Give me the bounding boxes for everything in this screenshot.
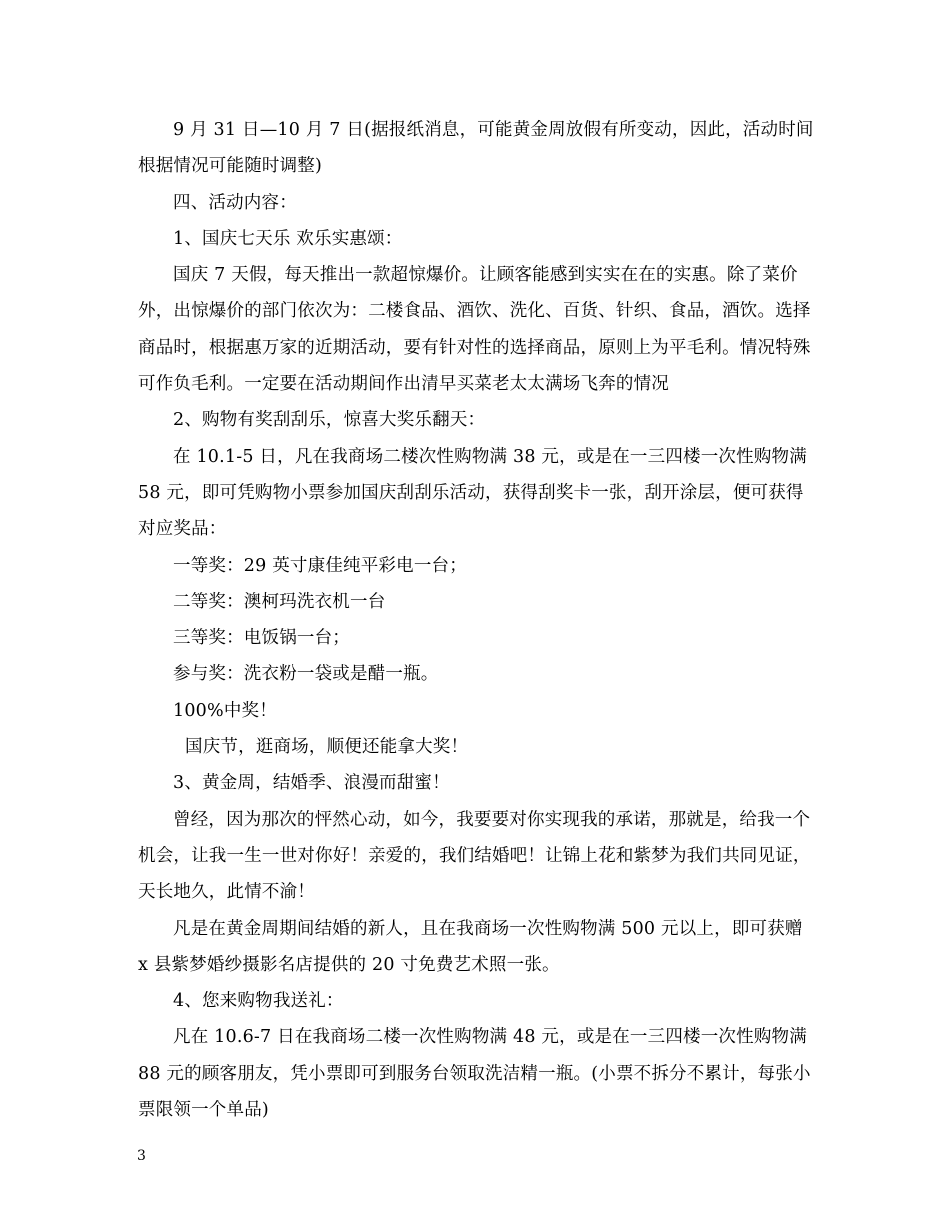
prize-guarantee: 100%中奖！ [173, 700, 277, 721]
paragraph-gift-rules: 凡在 10.6-7 日在我商场二楼一次性购物满 48 元，或是在一三四楼一次性购物满 88 元的顾客朋友，凭小票即可到服务台领取洗洁精一瓶。(小票不拆分不累计，每张小票限领一个单品) [138, 1027, 811, 1121]
prize-first: 一等奖：29 英寸康佳纯平彩电一台； [173, 555, 467, 576]
heading-scratch-card: 2、购物有奖刮刮乐，惊喜大奖乐翻天： [173, 410, 486, 431]
paragraph-wedding-offer: 凡是在黄金周期间结婚的新人，且在我商场一次性购物满 500 元以上，即可获赠 x 县紫梦婚纱摄影名店提供的 20 寸免费艺术照一张。 [138, 918, 803, 975]
paragraph-event-dates: 9 月 31 日—10 月 7 日(据报纸消息，可能黄金周放假有所变动，因此，活动时间根据情况可能随时调整) [138, 120, 814, 177]
prize-second: 二等奖：澳柯玛洗衣机一台 [173, 591, 386, 612]
page-number: 3 [137, 1148, 146, 1164]
paragraph-super-price: 国庆 7 天假，每天推出一款超惊爆价。让顾客能感到实实在在的实惠。除了菜价外，出惊爆价的部门依次为：二楼食品、酒饮、洗化、百货、针织、食品，酒饮。选择商品时，根据惠万家的近期活动，要有针对性的选择商品，原则上为平毛利。情况特殊可作负毛利。一定要在活动期间作出清早买菜老太太满场飞奔的情况 [138, 265, 811, 395]
prize-third: 三等奖：电饭锅一台； [173, 628, 350, 649]
paragraph-scratch-card-rules: 在 10.1-5 日，凡在我商场二楼次性购物满 38 元，或是在一三四楼一次性购物满 58 元，即可凭购物小票参加国庆刮刮乐活动，获得刮奖卡一张，刮开涂层，便可获得对应奖品： [138, 446, 807, 540]
heading-national-day-seven-days: 1、国庆七天乐 欢乐实惠颂： [173, 228, 403, 249]
slogan-national-day: 国庆节，逛商场，顺便还能拿大奖！ [185, 737, 469, 758]
prize-participation: 参与奖：洗衣粉一袋或是醋一瓶。 [173, 664, 439, 685]
document-body [138, 112, 818, 1128]
heading-activity-content: 四、活动内容： [173, 192, 297, 213]
paragraph-wedding-promise: 曾经，因为那次的怦然心动，如今，我要要对你实现我的承诺，那就是，给我一个机会，让我一生一世对你好！亲爱的，我们结婚吧！让锦上花和紫梦为我们共同见证，天长地久，此情不渝！ [138, 809, 811, 903]
heading-gift: 4、您来购物我送礼： [173, 991, 344, 1012]
heading-wedding-season: 3、黄金周，结婚季、浪漫而甜蜜！ [173, 773, 450, 794]
